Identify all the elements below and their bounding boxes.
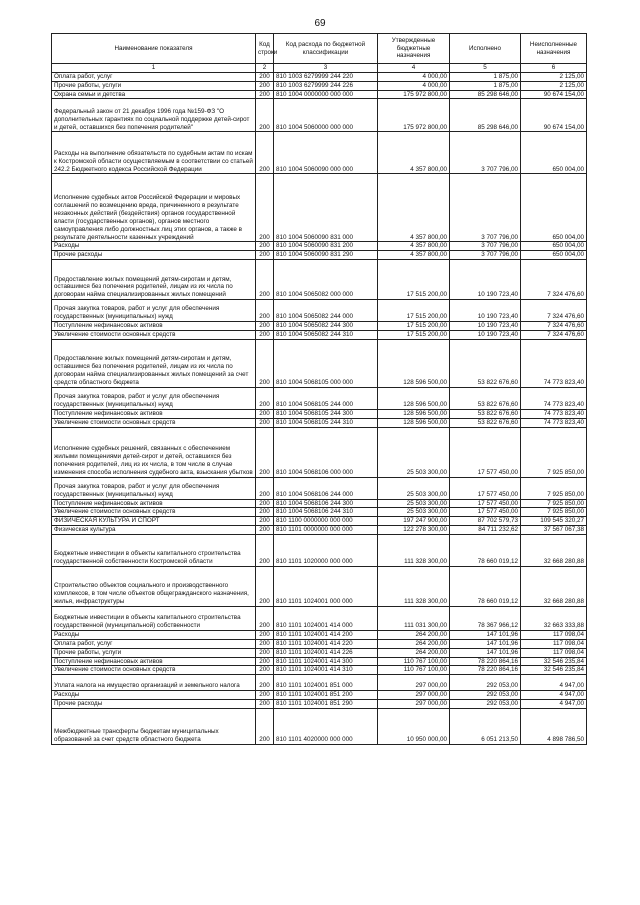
approved-amount-cell: 4 357 800,00 [378,242,450,251]
table-body [52,72,587,744]
line-code-cell: 200 [256,499,274,508]
column-number: 5 [450,64,521,73]
table-row [52,499,587,508]
executed-amount-cell: 87 702 579,73 [450,517,521,526]
budget-code-cell: 810 1004 5068105 000 000 [274,339,378,387]
indicator-name-cell: Прочая закупка товаров, работ и услуг для обеспечения государственных (муниципальных) нужд [52,477,256,499]
line-code-cell: 200 [256,418,274,427]
executed-amount-cell: 78 220 864,16 [450,666,521,675]
table-row [52,132,587,174]
indicator-name-cell: Прочие работы, услуги [52,648,256,657]
executed-amount-cell: 85 298 646,00 [450,99,521,132]
table-row [52,648,587,657]
approved-amount-cell: 297 000,00 [378,691,450,700]
line-code-cell: 200 [256,72,274,81]
table-row [52,675,587,691]
table-row [52,339,587,387]
approved-amount-cell: 111 328 300,00 [378,567,450,607]
executed-amount-cell: 1 875,00 [450,81,521,90]
unexecuted-amount-cell: 37 567 067,38 [521,526,587,535]
line-code-cell: 200 [256,132,274,174]
budget-code-cell: 810 1101 1024001 851 200 [274,691,378,700]
indicator-name-cell: Поступление нефинансовых активов [52,409,256,418]
approved-amount-cell: 128 596 500,00 [378,409,450,418]
unexecuted-amount-cell: 7 324 476,60 [521,331,587,340]
approved-amount-cell: 297 000,00 [378,700,450,709]
line-code-cell: 200 [256,607,274,631]
indicator-name-cell: Увеличение стоимости основных средств [52,508,256,517]
line-code-cell: 200 [256,666,274,675]
line-code-cell: 200 [256,427,274,477]
indicator-name-cell: Бюджетные инвестиции в объекты капитального строительства государственной (муниципальной) собственности [52,607,256,631]
executed-amount-cell: 1 875,00 [450,72,521,81]
unexecuted-amount-cell: 90 674 154,00 [521,99,587,132]
executed-amount-cell: 10 190 723,40 [450,331,521,340]
line-code-cell: 200 [256,508,274,517]
unexecuted-amount-cell: 32 546 235,84 [521,666,587,675]
approved-amount-cell: 25 503 300,00 [378,499,450,508]
unexecuted-amount-cell: 4 947,00 [521,691,587,700]
executed-amount-cell: 78 660 019,12 [450,535,521,567]
approved-amount-cell: 25 503 300,00 [378,427,450,477]
executed-amount-cell: 17 577 450,00 [450,427,521,477]
indicator-name-cell: Строительство объектов социального и производственного комплексов, в том числе объектов общегражданского назначения, жилья, инфраструктуры [52,567,256,607]
table-row [52,526,587,535]
approved-amount-cell: 197 247 900,00 [378,517,450,526]
line-code-cell: 200 [256,709,274,745]
table-row [52,700,587,709]
header-executed: Исполнено [450,34,521,64]
unexecuted-amount-cell: 74 773 823,40 [521,387,587,409]
line-code-cell: 200 [256,242,274,251]
unexecuted-amount-cell: 117 098,04 [521,631,587,640]
budget-code-cell: 810 1004 5068105 244 300 [274,409,378,418]
indicator-name-cell: Оплата работ, услуг [52,639,256,648]
budget-code-cell: 810 1004 5065082 244 310 [274,331,378,340]
unexecuted-amount-cell: 90 674 154,00 [521,90,587,99]
indicator-name-cell: Поступление нефинансовых активов [52,322,256,331]
indicator-name-cell: Расходы [52,631,256,640]
line-code-cell: 200 [256,90,274,99]
approved-amount-cell: 17 515 200,00 [378,260,450,300]
header-budget-classification: Код расхода по бюджетной классификации [274,34,378,64]
header-approved: Утвержденные бюджетные назначения [378,34,450,64]
indicator-name-cell: ФИЗИЧЕСКАЯ КУЛЬТУРА И СПОРТ [52,517,256,526]
executed-amount-cell: 10 190 723,40 [450,300,521,322]
budget-code-cell: 810 1004 5060000 000 000 [274,99,378,132]
line-code-cell: 200 [256,387,274,409]
header-unexecuted: Неисполненные назначения [521,34,587,64]
unexecuted-amount-cell: 32 668 280,88 [521,535,587,567]
indicator-name-cell: Поступление нефинансовых активов [52,657,256,666]
indicator-name-cell: Прочие работы, услуги [52,81,256,90]
budget-code-cell: 810 1004 5060090 831 290 [274,251,378,260]
line-code-cell: 200 [256,99,274,132]
table-row [52,81,587,90]
indicator-name-cell: Предоставление жилых помещений детям-сиротам и детям, оставшимся без попечения родителей, лицам из их числа по договорам найма специализированных жилых помещений за счет средств областного бюджета [52,339,256,387]
executed-amount-cell: 3 707 796,00 [450,132,521,174]
column-number-row [52,64,587,73]
budget-code-cell: 810 1003 6279999 244 226 [274,81,378,90]
line-code-cell: 200 [256,322,274,331]
approved-amount-cell: 122 278 300,00 [378,526,450,535]
executed-amount-cell: 53 822 676,60 [450,387,521,409]
unexecuted-amount-cell: 117 098,04 [521,648,587,657]
budget-code-cell: 810 1101 1024001 414 220 [274,639,378,648]
line-code-cell: 200 [256,639,274,648]
approved-amount-cell: 4 000,00 [378,72,450,81]
executed-amount-cell: 147 101,96 [450,648,521,657]
table-row [52,567,587,607]
unexecuted-amount-cell: 7 324 476,60 [521,300,587,322]
executed-amount-cell: 6 051 213,50 [450,709,521,745]
table-row [52,535,587,567]
budget-code-cell: 810 1101 1024001 851 000 [274,675,378,691]
table-row [52,639,587,648]
table-row [52,251,587,260]
executed-amount-cell: 84 711 232,62 [450,526,521,535]
indicator-name-cell: Межбюджетные трансферты бюджетам муниципальных образований за счет средств областного бюджета [52,709,256,745]
indicator-name-cell: Расходы на выполнение обязательств по судебным актам по искам к Костромской области осуществляемым в соответствии со статьей 242.2 Бюджетного кодекса Российской Федерации [52,132,256,174]
budget-code-cell: 810 1004 5068106 000 000 [274,427,378,477]
indicator-name-cell: Охрана семьи и детства [52,90,256,99]
table-header-row [52,34,587,64]
indicator-name-cell: Уплата налога на имущество организаций и земельного налога [52,675,256,691]
unexecuted-amount-cell: 4 947,00 [521,675,587,691]
approved-amount-cell: 128 596 500,00 [378,387,450,409]
budget-code-cell: 810 1101 1024001 414 200 [274,631,378,640]
line-code-cell: 200 [256,691,274,700]
unexecuted-amount-cell: 4 947,00 [521,700,587,709]
executed-amount-cell: 78 367 966,12 [450,607,521,631]
header-line-code: Код строки [256,34,274,64]
approved-amount-cell: 175 972 800,00 [378,90,450,99]
line-code-cell: 200 [256,339,274,387]
budget-code-cell: 810 1101 1024001 414 300 [274,657,378,666]
approved-amount-cell: 25 503 300,00 [378,477,450,499]
approved-amount-cell: 128 596 500,00 [378,339,450,387]
executed-amount-cell: 85 298 646,00 [450,90,521,99]
table-row [52,607,587,631]
indicator-name-cell: Расходы [52,242,256,251]
line-code-cell: 200 [256,331,274,340]
executed-amount-cell: 3 707 796,00 [450,242,521,251]
table-row [52,691,587,700]
approved-amount-cell: 128 596 500,00 [378,418,450,427]
table-row [52,322,587,331]
line-code-cell: 200 [256,535,274,567]
executed-amount-cell: 10 190 723,40 [450,322,521,331]
table-row [52,709,587,745]
line-code-cell: 200 [256,477,274,499]
table-row [52,517,587,526]
budget-code-cell: 810 1004 5065082 244 300 [274,322,378,331]
line-code-cell: 200 [256,174,274,242]
unexecuted-amount-cell: 7 324 476,60 [521,322,587,331]
executed-amount-cell: 10 190 723,40 [450,260,521,300]
table-row [52,631,587,640]
line-code-cell: 200 [256,260,274,300]
budget-code-cell: 810 1004 0000000 000 000 [274,90,378,99]
table-row [52,99,587,132]
line-code-cell: 200 [256,409,274,418]
indicator-name-cell: Физическая культура [52,526,256,535]
unexecuted-amount-cell: 109 545 320,27 [521,517,587,526]
approved-amount-cell: 111 031 300,00 [378,607,450,631]
executed-amount-cell: 17 577 450,00 [450,499,521,508]
indicator-name-cell: Расходы [52,691,256,700]
budget-code-cell: 810 1004 5068105 244 310 [274,418,378,427]
approved-amount-cell: 264 200,00 [378,639,450,648]
approved-amount-cell: 4 000,00 [378,81,450,90]
unexecuted-amount-cell: 650 004,00 [521,251,587,260]
approved-amount-cell: 17 515 200,00 [378,300,450,322]
page-number: 69 [314,18,326,29]
line-code-cell: 200 [256,300,274,322]
line-code-cell: 200 [256,700,274,709]
executed-amount-cell: 147 101,96 [450,639,521,648]
indicator-name-cell: Предоставление жилых помещений детям-сиротам и детям, оставшимся без попечения родителей, лицам из их числа по договорам найма специализированных жилых помещений [52,260,256,300]
approved-amount-cell: 17 515 200,00 [378,322,450,331]
budget-code-cell: 810 1101 1024001 414 310 [274,666,378,675]
executed-amount-cell: 292 053,00 [450,675,521,691]
unexecuted-amount-cell: 2 125,00 [521,81,587,90]
unexecuted-amount-cell: 117 098,04 [521,639,587,648]
unexecuted-amount-cell: 650 004,00 [521,174,587,242]
column-number: 3 [274,64,378,73]
executed-amount-cell: 292 053,00 [450,691,521,700]
executed-amount-cell: 53 822 676,60 [450,339,521,387]
approved-amount-cell: 264 200,00 [378,631,450,640]
budget-code-cell: 810 1004 5065082 244 000 [274,300,378,322]
budget-execution-table [51,33,587,745]
table-row [52,387,587,409]
indicator-name-cell: Исполнение судебных решений, связанных с обеспечением жилыми помещениями детей-сирот и детей, оставшихся без попечения родителей, лиц из их числа, в том числе в случае изменения способа исполнения судебного акта, взыскания убытков [52,427,256,477]
table-row [52,666,587,675]
executed-amount-cell: 53 822 676,60 [450,409,521,418]
table-row [52,72,587,81]
budget-code-cell: 810 1004 5065082 000 000 [274,260,378,300]
column-number: 1 [52,64,256,73]
approved-amount-cell: 110 767 100,00 [378,657,450,666]
table-row [52,508,587,517]
indicator-name-cell: Прочие расходы [52,700,256,709]
line-code-cell: 200 [256,567,274,607]
unexecuted-amount-cell: 74 773 823,40 [521,339,587,387]
budget-code-cell: 810 1004 5060090 831 200 [274,242,378,251]
line-code-cell: 200 [256,517,274,526]
budget-code-cell: 810 1004 5068105 244 000 [274,387,378,409]
table-row [52,242,587,251]
indicator-name-cell: Оплата работ, услуг [52,72,256,81]
approved-amount-cell: 175 972 800,00 [378,99,450,132]
line-code-cell: 200 [256,657,274,666]
indicator-name-cell: Прочая закупка товаров, работ и услуг для обеспечения государственных (муниципальных) нужд [52,387,256,409]
executed-amount-cell: 17 577 450,00 [450,477,521,499]
line-code-cell: 200 [256,81,274,90]
line-code-cell: 200 [256,251,274,260]
unexecuted-amount-cell: 74 773 823,40 [521,409,587,418]
table-row [52,418,587,427]
budget-code-cell: 810 1004 5068106 244 000 [274,477,378,499]
budget-code-cell: 810 1004 5060090 831 000 [274,174,378,242]
column-number: 4 [378,64,450,73]
executed-amount-cell: 17 577 450,00 [450,508,521,517]
indicator-name-cell: Исполнение судебных актов Российской Федерации и мировых соглашений по возмещению вреда, причиненного в результате незаконных действий (бездействия) органов государственной власти (государственных органов), органов местного самоуправления либо должностных лиц этих органов, а также в результате деятельности казенных учреждений [52,174,256,242]
unexecuted-amount-cell: 32 546 235,84 [521,657,587,666]
approved-amount-cell: 17 515 200,00 [378,331,450,340]
unexecuted-amount-cell: 2 125,00 [521,72,587,81]
column-number: 2 [256,64,274,73]
unexecuted-amount-cell: 32 668 280,88 [521,567,587,607]
budget-code-cell: 810 1101 1024001 414 226 [274,648,378,657]
budget-code-cell: 810 1004 5068106 244 300 [274,499,378,508]
budget-code-cell: 810 1101 4020000 000 000 [274,709,378,745]
approved-amount-cell: 10 950 000,00 [378,709,450,745]
indicator-name-cell: Бюджетные инвестиции в объекты капитального строительства государственной собственности Костромской области [52,535,256,567]
line-code-cell: 200 [256,648,274,657]
approved-amount-cell: 110 767 100,00 [378,666,450,675]
table-row [52,260,587,300]
column-number: 6 [521,64,587,73]
table-row [52,300,587,322]
unexecuted-amount-cell: 7 925 850,00 [521,508,587,517]
line-code-cell: 200 [256,675,274,691]
table-row [52,331,587,340]
executed-amount-cell: 78 660 019,12 [450,567,521,607]
budget-code-cell: 810 1101 1020000 000 000 [274,535,378,567]
indicator-name-cell: Прочие расходы [52,251,256,260]
executed-amount-cell: 78 220 864,16 [450,657,521,666]
budget-code-cell: 810 1101 1024001 851 290 [274,700,378,709]
table-row [52,427,587,477]
unexecuted-amount-cell: 7 925 850,00 [521,427,587,477]
table-row [52,409,587,418]
budget-code-cell: 810 1004 5060090 000 000 [274,132,378,174]
unexecuted-amount-cell: 32 663 333,88 [521,607,587,631]
executed-amount-cell: 53 822 676,60 [450,418,521,427]
unexecuted-amount-cell: 7 324 476,60 [521,260,587,300]
unexecuted-amount-cell: 4 898 786,50 [521,709,587,745]
approved-amount-cell: 4 357 800,00 [378,174,450,242]
executed-amount-cell: 3 707 796,00 [450,174,521,242]
indicator-name-cell: Увеличение стоимости основных средств [52,666,256,675]
table-row [52,657,587,666]
line-code-cell: 200 [256,631,274,640]
executed-amount-cell: 147 101,96 [450,631,521,640]
table-row [52,477,587,499]
budget-code-cell: 810 1004 5068106 244 310 [274,508,378,517]
approved-amount-cell: 4 357 800,00 [378,132,450,174]
indicator-name-cell: Федеральный закон от 21 декабря 1996 года №159-ФЗ "О дополнительных гарантиях по социальной поддержке детей-сирот и детей, оставшихся без попечения родителей" [52,99,256,132]
approved-amount-cell: 297 000,00 [378,675,450,691]
unexecuted-amount-cell: 7 925 850,00 [521,499,587,508]
indicator-name-cell: Увеличение стоимости основных средств [52,331,256,340]
table-row [52,90,587,99]
approved-amount-cell: 264 200,00 [378,648,450,657]
approved-amount-cell: 4 357 800,00 [378,251,450,260]
budget-code-cell: 810 1100 0000000 000 000 [274,517,378,526]
indicator-name-cell: Прочая закупка товаров, работ и услуг для обеспечения государственных (муниципальных) нужд [52,300,256,322]
approved-amount-cell: 25 503 300,00 [378,508,450,517]
unexecuted-amount-cell: 650 004,00 [521,132,587,174]
line-code-cell: 200 [256,526,274,535]
approved-amount-cell: 111 328 300,00 [378,535,450,567]
executed-amount-cell: 292 053,00 [450,700,521,709]
budget-code-cell: 810 1101 1024001 414 000 [274,607,378,631]
header-indicator-name: Наименование показателя [52,34,256,64]
budget-code-cell: 810 1003 6279999 244 220 [274,72,378,81]
table-row [52,174,587,242]
indicator-name-cell: Поступление нефинансовых активов [52,499,256,508]
budget-code-cell: 810 1101 1024001 000 000 [274,567,378,607]
unexecuted-amount-cell: 7 925 850,00 [521,477,587,499]
budget-code-cell: 810 1101 0000000 000 000 [274,526,378,535]
unexecuted-amount-cell: 650 004,00 [521,242,587,251]
indicator-name-cell: Увеличение стоимости основных средств [52,418,256,427]
executed-amount-cell: 3 707 796,00 [450,251,521,260]
unexecuted-amount-cell: 74 773 823,40 [521,418,587,427]
